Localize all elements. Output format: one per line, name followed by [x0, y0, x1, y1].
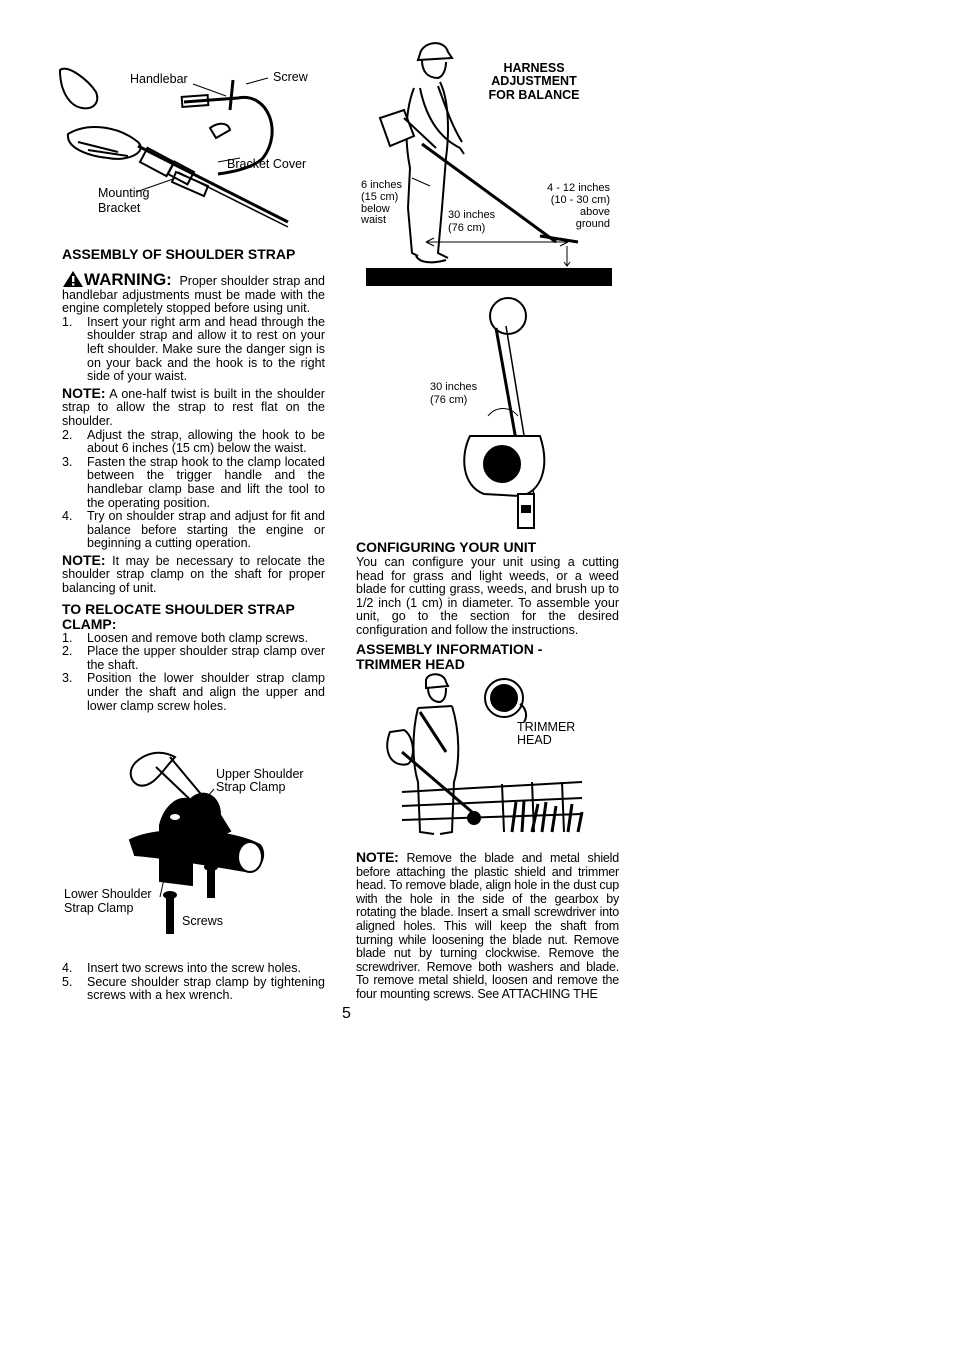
label-upper-clamp-line2: Strap Clamp	[216, 780, 286, 794]
list-item: 3. Position the lower shoulder strap clamp under the shaft and align the upper and lower clamp screw holes.	[62, 671, 325, 713]
heading-configuring: CONFIGURING YOUR UNIT	[356, 539, 537, 555]
label-screws: Screws	[182, 914, 223, 928]
trimmer-head-icon	[484, 678, 534, 722]
right-column-note	[356, 851, 619, 1002]
list-item: 5. Secure shoulder strap clamp by tightening screws with a hex wrench.	[62, 974, 325, 1003]
warning-text: Proper shoulder strap and handlebar adjustments must be made with the engine completely stopped before using unit.	[62, 274, 325, 316]
config-paragraph: You can configure your unit using a cutting head for grass and light weeds, or a weed blade for cutting grass, weeds, and brush up to 1/2 inch (1 cm) in diameter. To assemble your unit, go to the section for the desired configuration and follow the instructions.	[356, 555, 619, 637]
list-item: 4. Insert two screws into the screw holes.	[62, 961, 301, 975]
list-item: 4. Try on shoulder strap and adjust for fit and balance before starting the engine or beginning a cutting operation.	[62, 509, 325, 551]
warning-word: WARNING:	[84, 270, 172, 289]
label-trimmer-line2: HEAD	[517, 733, 552, 747]
label-handlebar: Handlebar	[130, 72, 188, 86]
label-distance-line2: (76 cm)	[448, 222, 486, 234]
label-above-line3: above	[580, 206, 610, 218]
note-label: NOTE:	[356, 849, 399, 865]
label-below-line4: waist	[361, 214, 387, 226]
label-below-line2: (15 cm)	[361, 191, 399, 203]
label-upper-clamp-line1: Upper Shoulder	[216, 767, 304, 781]
label-trimmer-line1: TRIMMER	[517, 720, 576, 734]
label-bracket-cover: Bracket Cover	[227, 157, 307, 171]
harness-title-line3: FOR BALANCE	[488, 88, 580, 102]
harness-title-line2: ADJUSTMENT	[491, 74, 577, 88]
heading-shoulder-strap: ASSEMBLY OF SHOULDER STRAP	[62, 246, 296, 262]
page-number: 5	[342, 1005, 351, 1022]
note-remove-blade: NOTE: Remove the blade and metal shield before attaching the plastic shield and trimmer head. To remove blade, align hole in the dust cup with the hole in the side of the gearbox by rotating the blade. Insert a small screwdriver into aligned holes. This will keep the shaft from turning while loosening the blade nut. Remove blade nut by turning clockwise. Remove the screwdriver. Remove both washers and blade. To remove metal shield, loosen and remove the four mounting screws. See ATTACHING THE	[356, 849, 619, 1001]
note-relocate: NOTE: It may be necessary to relocate the shoulder strap clamp on the shaft for proper balancing of unit.	[62, 551, 325, 596]
steps-d	[62, 962, 325, 1003]
label-above-line4: ground	[575, 218, 610, 230]
steps-c	[62, 632, 325, 714]
label-distance-line1: 30 inches	[448, 209, 496, 221]
label-above-line2: (10 - 30 cm)	[550, 194, 610, 206]
note-label: NOTE:	[62, 384, 106, 401]
label-below-line1: 6 inches	[361, 179, 402, 191]
label-lower-clamp-line2: Strap Clamp	[64, 901, 134, 915]
list-item: 1. Insert your right arm and head through the shoulder strap and allow it to rest on your left shoulder. Make sure the danger sign is on your back and the hook is to the right side of your waist.	[62, 314, 325, 384]
left-column	[62, 247, 325, 713]
steps-b	[62, 429, 325, 551]
label-above-line1: 4 - 12 inches	[547, 182, 610, 194]
warning-paragraph	[62, 270, 325, 316]
list-item: 1. Loosen and remove both clamp screws.	[62, 630, 308, 645]
right-column-config	[356, 540, 619, 672]
list-item: 2. Adjust the strap, allowing the hook to be about 6 inches (15 cm) below the waist.	[62, 427, 325, 456]
label-below-line3: below	[361, 203, 390, 215]
steps-a	[62, 316, 325, 384]
label-top-distance-line1: 30 inches	[430, 381, 478, 393]
label-top-distance-line2: (76 cm)	[430, 394, 468, 406]
list-item: 2. Place the upper shoulder strap clamp over the shaft.	[62, 644, 325, 672]
top-view-illustration	[450, 296, 570, 536]
heading-assembly-line2: TRIMMER HEAD	[356, 655, 465, 672]
label-mounting-bracket-line1: Mounting	[98, 186, 150, 200]
harness-title-line1: HARNESS	[503, 61, 565, 75]
label-lower-clamp-line1: Lower Shoulder	[64, 887, 152, 901]
note-label: NOTE:	[62, 551, 106, 568]
list-item: 3. Fasten the strap hook to the clamp located between the trigger handle and the handlebar clamp base and lift the tool to the operating position.	[62, 454, 325, 510]
heading-assembly-line1: ASSEMBLY INFORMATION -	[356, 640, 543, 657]
label-mounting-bracket-line2: Bracket	[98, 201, 141, 215]
heading-relocate-clamp: TO RELOCATE SHOULDER STRAP CLAMP:	[62, 600, 295, 632]
warning-icon	[62, 270, 84, 288]
label-screw: Screw	[273, 70, 308, 84]
note-twist: NOTE: A one-half twist is built in the shoulder strap to allow the strap to rest flat on the shoulder.	[62, 384, 325, 428]
